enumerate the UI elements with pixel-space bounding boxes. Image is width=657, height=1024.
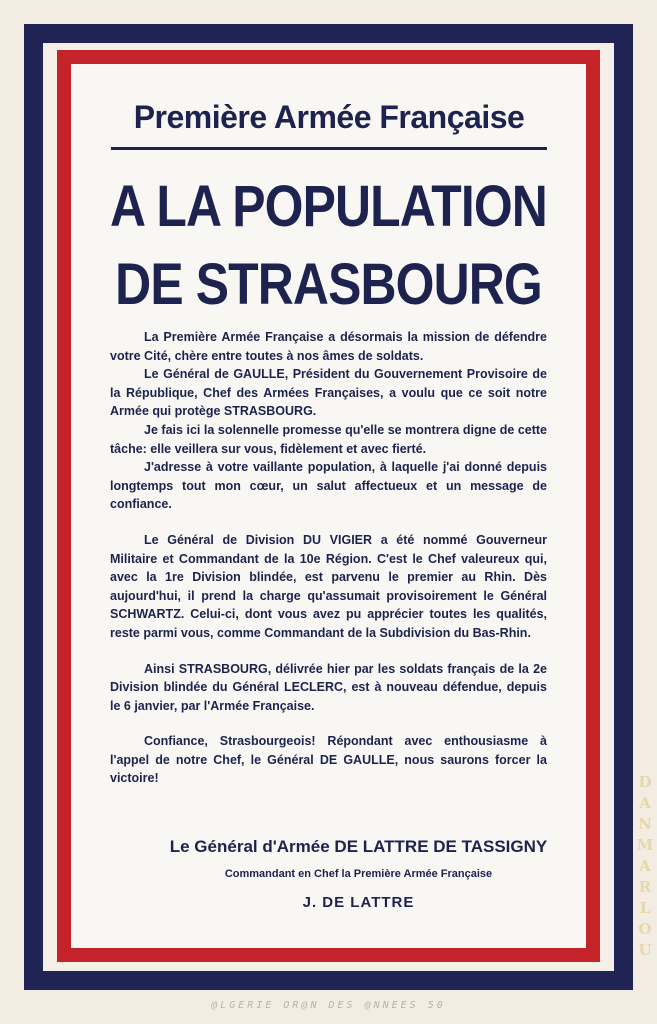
signature-name: Le Général d'Armée DE LATTRE DE TASSIGNY xyxy=(169,837,548,856)
poster-header: Première Armée Française xyxy=(133,99,525,135)
paragraph-6: Ainsi STRASBOURG, délivrée hier par les soldats français de la 2e Division blindée du Général LECLERC, est à nouveau défendue, depuis le 6 janvier, par l'Armée Française. xyxy=(110,661,547,713)
proclamation-body xyxy=(110,328,547,788)
poster-title-line-2: DE STRASBOURG xyxy=(115,252,542,317)
paragraph-4: J'adresse à votre vaillante population, à laquelle j'ai donné depuis longtemps tout mon cœur, un salut affectueux et un message de confiance. xyxy=(110,460,547,512)
poster-title-line-1: A LA POPULATION xyxy=(110,174,547,239)
signature-role: Commandant en Chef la Première Armée Française xyxy=(224,868,493,880)
paragraph-5: Le Général de Division DU VIGIER a été nommé Gouverneur Militaire et Commandant de la 10e Région. C'est le Chef valeureux qui, avec la 1re Division blindée, est parvenu le premier au Rhin. Dès aujourd'hui, il prend la charge qu'assumait provisoirement le Général SCHWARTZ. Celui-ci, dont vous avez pu apprécier toutes les qualités, reste parmi vous, comme Commandant de la Subdivision du Bas-Rhin. xyxy=(110,532,547,640)
signature-short: J. DE LATTRE xyxy=(302,894,415,911)
paragraph-1: La Première Armée Française a désormais la mission de défendre votre Cité, chère entre toutes à nos âmes de soldats. xyxy=(110,330,547,363)
paragraph-7: Confiance, Strasbourgeois! Répondant avec enthousiasme à l'appel de notre Chef, le Général DE GAULLE, nous saurons forcer la victoire! xyxy=(110,734,547,786)
paragraph-2: Le Général de GAULLE, Président du Gouvernement Provisoire de la République, Chef des Armées Françaises, a voulu que ce soit notre Armée qui protège STRASBOURG. xyxy=(110,367,547,419)
header-divider xyxy=(111,147,547,150)
paragraph-3: Je fais ici la solennelle promesse qu'elle se montrera digne de cette tâche: elle veillera sur vous, fidèlement et avec fierté. xyxy=(110,422,547,456)
watermark-text: DANMARLOU xyxy=(636,773,654,959)
footer-credit: @LGERIE OR@N DES @NNEES 50 xyxy=(211,1000,446,1011)
poster-content xyxy=(71,64,586,948)
